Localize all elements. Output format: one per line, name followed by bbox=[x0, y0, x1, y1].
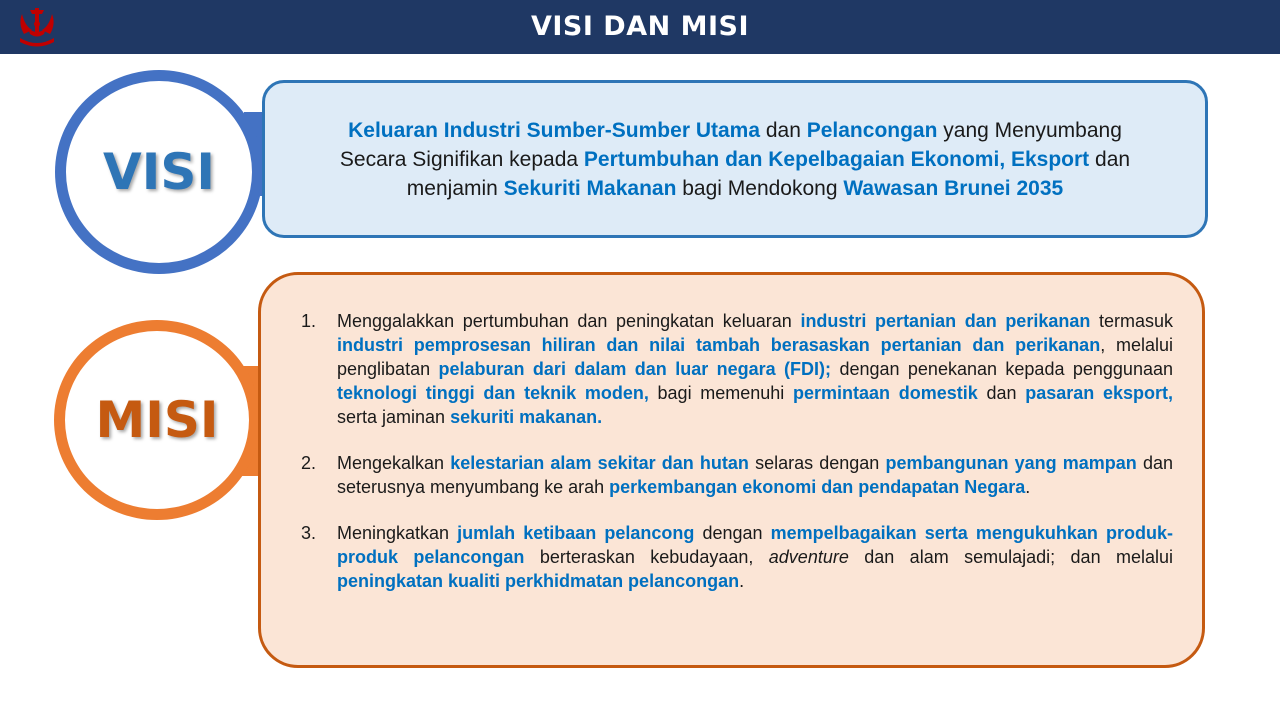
highlighted-phrase: sekuriti makanan. bbox=[450, 407, 603, 427]
text-segment: dan bbox=[760, 118, 807, 142]
highlighted-phrase: Wawasan Brunei 2035 bbox=[843, 176, 1064, 200]
text-segment: dan alam semulajadi; dan melalui bbox=[848, 547, 1174, 567]
text-segment: dan menjamin bbox=[406, 147, 1131, 200]
highlighted-phrase: jumlah ketibaan pelancong bbox=[457, 523, 695, 543]
text-segment: . bbox=[1025, 477, 1031, 497]
misi-item bbox=[293, 521, 1173, 593]
highlighted-phrase: teknologi tinggi dan teknik moden, bbox=[337, 383, 649, 403]
visi-statement bbox=[325, 116, 1145, 203]
highlighted-phrase: industri pertanian dan perikanan bbox=[800, 311, 1091, 331]
misi-item bbox=[293, 451, 1173, 499]
misi-list bbox=[293, 309, 1173, 615]
page-title: VISI DAN MISI bbox=[530, 11, 750, 42]
highlighted-phrase: pelaburan dari dalam dan luar negara (FDI); bbox=[438, 359, 832, 379]
text-segment: Menggalakkan pertumbuhan dan peningkatan keluaran bbox=[337, 311, 801, 331]
visi-circle bbox=[55, 70, 263, 274]
misi-item bbox=[293, 309, 1173, 429]
text-segment: selaras dengan bbox=[748, 453, 886, 473]
text-segment: , melalui penglibatan bbox=[337, 335, 1174, 379]
highlighted-phrase: industri pemprosesan hiliran dan nilai tambah berasaskan pertanian dan perikanan bbox=[337, 335, 1101, 355]
text-segment: Meningkatkan bbox=[337, 523, 458, 543]
misi-item-number: 1. bbox=[301, 311, 317, 331]
misi-circle bbox=[54, 320, 260, 520]
text-segment: dan bbox=[977, 383, 1026, 403]
highlighted-phrase: Sekuriti Makanan bbox=[503, 176, 677, 200]
visi-statement-box bbox=[262, 80, 1208, 238]
text-segment: bagi Mendokong bbox=[676, 176, 844, 200]
text-segment: yang Menyumbang Secara Signifikan kepada bbox=[339, 118, 1122, 171]
misi-item-number: 3. bbox=[301, 523, 317, 543]
text-segment: dengan penekanan kepada penggunaan bbox=[831, 359, 1173, 379]
highlighted-phrase: Keluaran Industri Sumber-Sumber Utama bbox=[348, 118, 761, 142]
highlighted-phrase: kelestarian alam sekitar dan hutan bbox=[450, 453, 749, 473]
text-segment: bagi memenuhi bbox=[648, 383, 794, 403]
highlighted-phrase: mempelbagaikan serta mengukuhkan produk-produk pelancongan bbox=[337, 523, 1173, 567]
text-segment: . bbox=[739, 571, 745, 591]
text-segment: berteraskan kebudayaan, bbox=[524, 547, 769, 567]
highlighted-phrase: permintaan domestik bbox=[793, 383, 978, 403]
misi-item-number: 2. bbox=[301, 453, 317, 473]
text-segment: Mengekalkan bbox=[337, 453, 451, 473]
highlighted-phrase: Pelancongan bbox=[806, 118, 938, 142]
text-segment: adventure bbox=[768, 547, 849, 567]
misi-label: MISI bbox=[95, 391, 219, 449]
highlighted-phrase: Pertumbuhan dan Kepelbagaian Ekonomi, Eksport bbox=[583, 147, 1090, 171]
text-segment: dengan bbox=[694, 523, 771, 543]
text-segment: serta jaminan bbox=[337, 407, 451, 427]
highlighted-phrase: pembangunan yang mampan bbox=[885, 453, 1137, 473]
highlighted-phrase: pasaran eksport, bbox=[1025, 383, 1174, 403]
misi-statement-box bbox=[258, 272, 1205, 668]
visi-label: VISI bbox=[103, 143, 215, 201]
highlighted-phrase: perkembangan ekonomi dan pendapatan Negara bbox=[609, 477, 1026, 497]
text-segment: termasuk bbox=[1090, 311, 1174, 331]
text-segment: dan seterusnya menyumbang ke arah bbox=[337, 453, 1173, 497]
highlighted-phrase: peningkatan kualiti perkhidmatan pelancongan bbox=[337, 571, 740, 591]
